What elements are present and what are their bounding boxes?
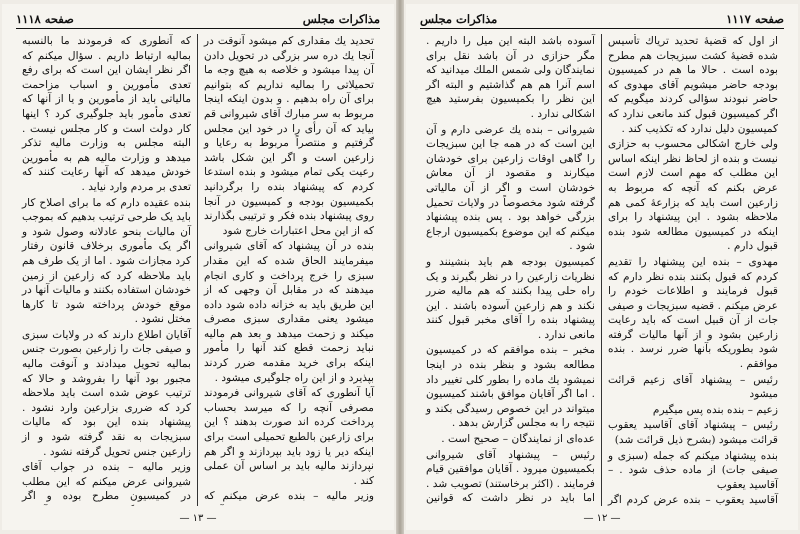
paragraph: مهدوی – بنده این پیشنهاد را تقدیم کردم که قبول بکنند بنده نظر دارم که قبول فرمایند و اطلاعات خودم را عرض میکنم . قضیه سبزیجات و صیفی جات از آن قبیل است که باید رعایت زارعین بشود و از آنها مالیات گرفته شود بطوریکه بآنها ضرر نرسد . بنده موافقم . — [608, 255, 778, 371]
paragraph: بنده در آن پیشنهاد که آقای شیروانی میفرمایند الحاق شده که این مقدار سبزی را خرج پرداخت و کاری انجام میدهند که در مقابل آن وجهی که از این طریق باید به خزانه داده شود داده میشود یعنی مقداری سبزی مصرف میکند و زحمت میدهد و بعد هم مالیه نباید زحمت قطع کند آنها را مأمور اینکه برای خرید مقدمه ضرر کردند بپذیرد و از این راه جلوگیری میشود . — [204, 240, 374, 384]
left-page — [2, 4, 394, 530]
paragraph: رئیس – پیشنهاد آقای زعیم قرائت میشود — [608, 373, 778, 401]
paragraph: آقایان اطلاع دارند که در ولایات سبزی و صیفی جات را زارعین بصورت جنس بمالیه تحویل میدادند و آنوقت مالیه مجبور بود آنها را بفروشد و حالا که ترتیب عوض شده است باید ملاحظه کرد که ضرری بزارعین وارد نشود . پیشنهاد بنده این بود که مالیات سبزیجات به نقد گرفته شود و از زارعین جنس تحویل گرفته نشود . — [22, 328, 191, 458]
left-page-footer: — ۱۳ — — [179, 513, 217, 524]
paragraph: کمیسیون بودجه هم باید بنشینند و نظریات زارعین را در نظر بگیرند و یک راه حلی پیدا بکنند که هم مالیه ضرر نکند و هم زارعین آسوده باشند . این پیشنهاد بنده را آقای مخبر قبول کنند مانعی ندارد . — [426, 255, 595, 341]
right-page-columns — [420, 34, 784, 506]
right-page-number: صفحه ۱۱۱۷ — [726, 12, 784, 26]
paragraph: مخبر – بنده موافقم که در کمیسیون مطالعه بشود و بنظر بنده در اینجا نمیشود یك ماده را بطور کلی تغییر داد . اما اگر آقایان موافق باشند کمیسیون میتواند در این خصوص رسیدگی بکند و نتیجه را به مجلس گزارش بدهد . — [426, 344, 595, 430]
paragraph: تحدید یك مقداری کم میشود آنوقت در آنجا یك دره سر بزرگی در تحویل دادن آن پیدا میشود و خلاصه به هیچ وجه ما تحمیلاتی را بمالیه نداریم که بتوانیم برای آن راه بدهیم . و بدون اینکه اینجا مربوط به سر مبارك آقای شیروانی قم بیاید که آن رأی را در خود این مجلس گرفتیم و منتصراً مربوط به رعایا و زارعین است و اگر این شکل باشد رعیت یکی تمام میشود و بنده استدعا کردم که پیشنهاد بنده را برگردانید بکمیسیون بودجه و کمیسیون در آنجا روی پیشنهاد بنده فکر و ترتیبی بگذارند که از این محل اعتبارات خارج شود — [204, 35, 374, 237]
paragraph: وزیر مالیه – بنده در جواب آقای شیروانی عرض میکنم که این مطلب در کمیسیون مطرح بوده و اگر — [22, 461, 191, 503]
paragraph: بنده پیشنهاد میکنم که جمله (سبزی و صیفی جات) از ماده حذف شود . – آقاسید یعقوب — [608, 449, 778, 491]
left-page-columns — [16, 34, 380, 506]
paragraph: رئیس – پیشنهاد آقای آقاسید یعقوب قرائت میشود (بشرح ذیل قرائت شد) — [608, 419, 778, 447]
right-page-header — [420, 10, 784, 29]
paragraph: شیروانی – بنده یك عرضی دارم و آن این است که در همه جا این سبزیجات را گاهی اوقات زارعین برای خودشان میکارند و مقصود از آن معاش خودشان است و اگر از آن مالیاتی گرفته شود مخصوصاً در ولایات تحمیل بزرگی خواهد بود . پس بنده پیشنهاد میکنم که این موضوع بکمیسیون ارجاع شود . — [426, 123, 595, 253]
left-page-right-column — [198, 34, 380, 506]
paragraph: رئیس – پیشنهاد آقای شیروانی بکمیسیون میرود . آقایان موافقین قیام فرمایند . (اکثر برخاستند) تصویب شد . اما باید در نظر داشت که قوانین — [426, 448, 595, 505]
paragraph: که آنطوری که فرمودند ما بالنسبه بمالیه ارتباط داریم . سؤال میکنم که اگر نظر ایشان این است که برای رفع تعدی مأمورین و اسباب مزاحمت مالیاتی باید از مأمورین و یا از آنها که تعدی مأمور باید جلوگیری کرد ؟ اینها کار دولت است و کار مجلس نیست . البته مجلس به وزارت مالیه تذکر میدهد و وزارت مالیه هم به مأمورین خودش میدهد که آنها رعایت کنند که تعدی بر مردم وارد نیاید . — [22, 35, 191, 193]
right-page-right-column — [602, 34, 784, 506]
book-gutter — [396, 0, 404, 534]
paragraph: از اول که قضیهٔ تحدید تریاك تأسیس شده قضیهٔ کشت سبزیجات هم مطرح بوده است . حالا ما هم در کمیسیون بودجه حاضر میشویم آقای مهدوی که حاضر نبودند سؤالی کردند میگویم که اگر کمیسیون قبول کند مانعی ندارد که کمیسیون دلیل ندارد که تکذیب کند . — [608, 35, 778, 135]
paragraph: آقاسید یعقوب – بنده عرض کردم اگر — [608, 494, 778, 506]
right-page-left-column — [420, 34, 602, 506]
paragraph: ولی خارج اشکالی محسوب به حزازی نیست و بنده از لحاظ نظر اینکه اساس این مطلب که مهم است لازم است عرض بکنم که آنچه که مربوط به زارعین است باید که بزارعهٔ کمی هم ملاحظه بشود . این پیشنهاد را برای اینکه در کمیسیون مطالعه شود بنده قبول دارم . — [608, 138, 778, 253]
paragraph: بنده عقیده دارم که ما برای اصلاح کار باید یک طرحی ترتیب بدهیم که بموجب آن مالیات بنحو عادلانه وصول شود و اگر یک مأموری برخلاف قانون رفتار کرد مجازات شود . اما از یک طرف هم باید ملاحظه کرد که زارعین از زمین خودشان استفاده بکنند و مالیات آنها در موقع خودش پرداخته شود تا کارها مختل نشود . — [22, 196, 191, 326]
right-page — [406, 4, 798, 530]
paragraph: آسوده باشد البته این میل را داریم . مگر حزازی در آن باشد نقل برای نمایندگان ولی شمس الملك میدانید که اسم آنرا هم هم گذاشتیم و البته اگر این نظر را بکمیسیون بفرستید هیچ اشکالی ندارد . — [426, 35, 595, 120]
paragraph: زعیم – بنده بنده پس میگیرم — [652, 403, 778, 416]
left-page-left-column — [16, 34, 198, 506]
paragraph: عده‌ای از نمایندگان – صحیح است . — [441, 433, 595, 446]
paragraph: آیا آنطوری که آقای شیروانی فرمودند مصرفی آنچه را که میرسد بحساب پرداخت کرده اند صورت بدهند ؟ این برای زارعین بالطبع تحمیلی است برای اینکه دیر یا زود باید بپردازند و اگر هم نپردازند مالیه باید بر اساس آن عملی کند . — [204, 387, 374, 487]
paragraph: وزیر مالیه – بنده عرض میکنم که — [204, 490, 374, 503]
left-page-header — [16, 10, 380, 29]
left-page-title: مذاکرات مجلس — [302, 12, 380, 26]
right-page-title: مذاکرات مجلس — [420, 12, 498, 26]
right-page-footer: — ۱۲ — — [583, 513, 621, 524]
left-page-number: صفحه ۱۱۱۸ — [16, 12, 74, 26]
